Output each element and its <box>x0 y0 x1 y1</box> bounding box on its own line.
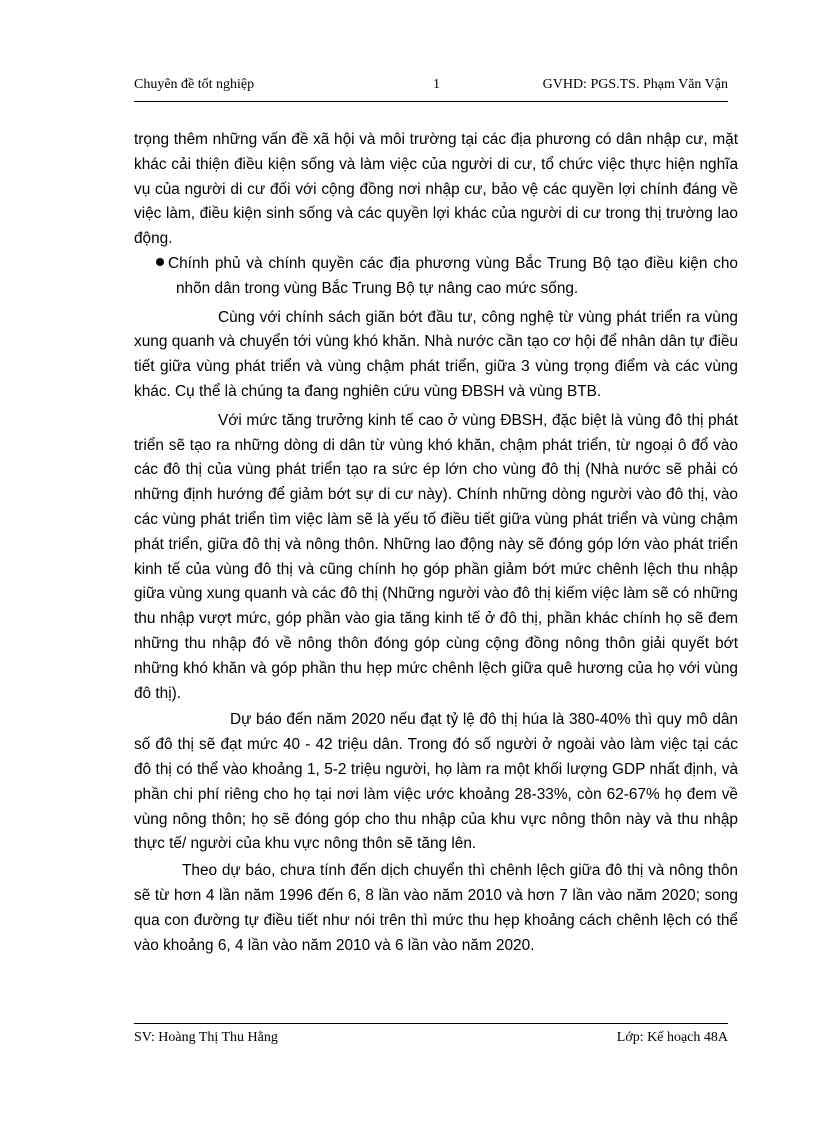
document-body <box>134 128 738 958</box>
header-rule <box>134 101 728 102</box>
header-advisor: GVHD: PGS.TS. Phạm Văn Vận <box>542 77 728 92</box>
page-footer <box>134 1030 728 1050</box>
page-header <box>134 77 728 97</box>
bullet-item <box>134 252 738 302</box>
paragraph-3: Cùng với chính sách giãn bớt đầu tư, công nghệ từ vùng phát triển ra vùng xung quanh và chuyển tới vùng khó khăn. Nhà nước cần tạo cơ hội để nhân dân tự điều tiết giữa vùng phát triển và vùng chậm phát triển, giữa 3 vùng trọng điểm và các vùng khác. Cụ thể là chúng ta đang nghiên cứu vùng ĐBSH và vùng BTB. <box>134 308 738 400</box>
bullet-icon <box>156 258 164 266</box>
paragraph-5: Dự báo đến năm 2020 nếu đạt tỷ lệ đô thị húa là 380-40% thì quy mô dân số đô thị sẽ đạt mức 40 - 42 triệu dân. Trong đó số người ở ngoài vào làm việc tại các đô thị có thể vào khoảng 1, 5-2 triệu người, họ làm ra một khối lượng GDP nhất định, và phần chi phí riêng cho họ tại nơi làm việc ước khoảng 28-33%, còn 62-67% họ đem về vùng nông thôn; họ sẽ đóng góp cho thu nhập của khu vực nông thôn này và thu nhập thực tế/ người của khu vực nông thôn sẽ tăng lên. <box>134 711 738 853</box>
paragraph-1: trọng thêm những vấn đề xã hội và môi trường tại các địa phương có dân nhập cư, mặt khác cải thiện điều kiện sống và làm việc của người di cư, tổ chức việc thực hiện nghĩa vụ của người di cư đối với cộng đồng nơi nhập cư, bảo vệ các quyền lợi chính đáng về việc làm, điều kiện sinh sống và các quyền lợi khác của người di cư trong thị trường lao động. <box>134 131 738 248</box>
footer-rule <box>134 1023 728 1024</box>
footer-student: SV: Hoàng Thị Thu Hằng <box>134 1030 278 1045</box>
page-number: 1 <box>433 77 440 92</box>
paragraph-6: Theo dự báo, chưa tính đến dịch chuyển thì chênh lệch giữa đô thị và nông thôn sẽ từ hơn 4 lần năm 1996 đến 6, 8 lần vào năm 2010 và hơn 7 lần vào năm 2020; song qua con đường tự điều tiết như nói trên thì mức thu hẹp khoảng cách chênh lệch có thể vào khoảng 6, 4 lần vào năm 2010 và 6 lần vào năm 2020. <box>134 862 738 954</box>
footer-class: Lớp: Kế hoạch 48A <box>616 1030 728 1045</box>
paragraph-4: Với mức tăng trưởng kinh tế cao ở vùng ĐBSH, đặc biệt là vùng đô thị phát triển sẽ tạo ra những dòng di dân từ vùng khó khăn, chậm phát triển, từ ngoại ô đổ vào các đô thị của vùng phát triển tạo ra sức ép lớn cho vùng đô thị (Nhà nước sẽ phải có những định hướng để giảm bớt sự di cư này). Chính những dòng người vào đô thị, vào các vùng phát triển tìm việc làm sẽ là yếu tố điều tiết giữa vùng phát triển và vùng chậm phát triển, giữa đô thị và nông thôn. Những lao động này sẽ đóng góp lớn vào phát triển kinh tế của vùng đô thị và cũng chính họ góp phần giảm bớt mức chênh lệch thu nhập giữa vùng xung quanh và các đô thị (Những người vào đô thị kiếm việc làm sẽ có những thu nhập vượt mức, góp phần vào gia tăng kinh tế ở đô thị, phần khác chính họ sẽ đem những thu nhập đó về nông thôn đóng góp cùng cộng đồng nông thôn giải quyết bớt những khó khăn và góp phần thu hẹp mức chênh lệch giữa quê hương của họ với vùng đô thị). <box>134 411 738 702</box>
header-document-type: Chuyên đề tốt nghiệp <box>134 77 255 92</box>
bullet-text: Chính phủ và chính quyền các địa phương vùng Bắc Trung Bộ tạo điều kiện cho nhõn dân trong vùng Bắc Trung Bộ tự nâng cao mức sống. <box>168 254 738 297</box>
